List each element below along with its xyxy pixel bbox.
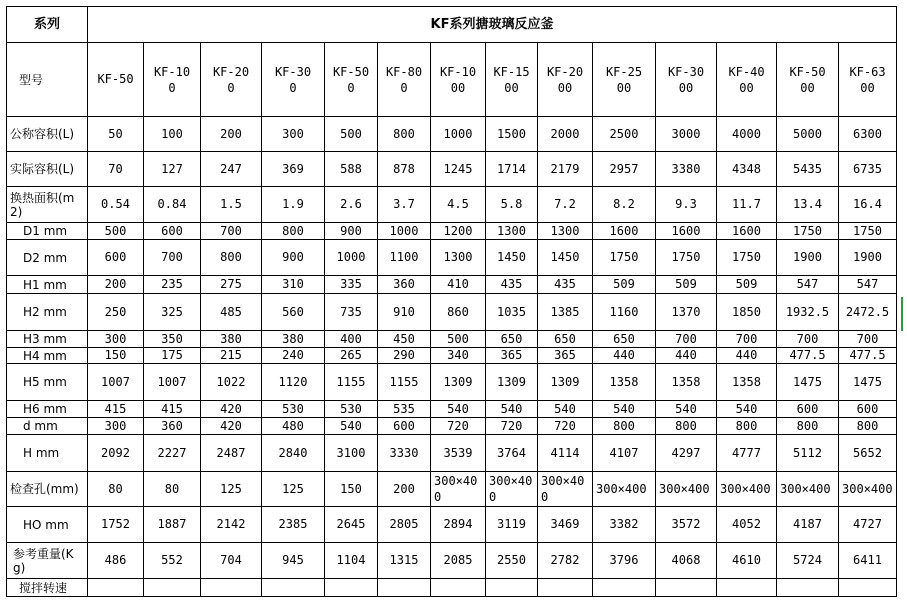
value-cell: 1309 bbox=[538, 364, 593, 401]
value-cell: 247 bbox=[201, 152, 262, 187]
value-cell: 878 bbox=[378, 152, 431, 187]
model-cell: KF-2500 bbox=[593, 43, 656, 117]
value-cell: 3764 bbox=[486, 435, 538, 472]
value-cell: 275 bbox=[201, 276, 262, 294]
value-cell: 547 bbox=[777, 276, 839, 294]
value-cell: 0.84 bbox=[144, 187, 201, 223]
table-row bbox=[7, 223, 897, 240]
value-cell: 540 bbox=[656, 401, 717, 418]
value-cell: 2142 bbox=[201, 507, 262, 543]
value-cell bbox=[88, 579, 144, 597]
value-cell: 440 bbox=[593, 348, 656, 364]
value-cell: 1900 bbox=[777, 240, 839, 276]
value-cell: 335 bbox=[325, 276, 378, 294]
table-row bbox=[7, 331, 897, 348]
value-cell: 250 bbox=[88, 294, 144, 331]
value-cell: 415 bbox=[88, 401, 144, 418]
value-cell: 600 bbox=[144, 223, 201, 240]
model-cell: KF-1000 bbox=[431, 43, 486, 117]
value-cell: 265 bbox=[325, 348, 378, 364]
value-cell: 4107 bbox=[593, 435, 656, 472]
value-cell: 80 bbox=[88, 472, 144, 507]
row-label: H mm bbox=[7, 435, 88, 472]
value-cell: 6300 bbox=[839, 117, 897, 152]
value-cell: 6735 bbox=[839, 152, 897, 187]
value-cell: 325 bbox=[144, 294, 201, 331]
value-cell: 1000 bbox=[325, 240, 378, 276]
value-cell: 4297 bbox=[656, 435, 717, 472]
value-cell: 1007 bbox=[88, 364, 144, 401]
value-cell: 435 bbox=[538, 276, 593, 294]
value-cell: 1750 bbox=[593, 240, 656, 276]
value-cell: 1887 bbox=[144, 507, 201, 543]
value-cell: 300×400 bbox=[777, 472, 839, 507]
value-cell: 900 bbox=[325, 223, 378, 240]
value-cell: 700 bbox=[144, 240, 201, 276]
value-cell: 2500 bbox=[593, 117, 656, 152]
value-cell: 1450 bbox=[486, 240, 538, 276]
model-cell: KF-5000 bbox=[777, 43, 839, 117]
value-cell: 1385 bbox=[538, 294, 593, 331]
model-cell: KF-50 bbox=[88, 43, 144, 117]
table-row bbox=[7, 152, 897, 187]
value-cell: 4068 bbox=[656, 543, 717, 579]
value-cell: 290 bbox=[378, 348, 431, 364]
value-cell: 4187 bbox=[777, 507, 839, 543]
value-cell: 2645 bbox=[325, 507, 378, 543]
value-cell: 600 bbox=[777, 401, 839, 418]
value-cell: 360 bbox=[378, 276, 431, 294]
value-cell: 540 bbox=[717, 401, 777, 418]
value-cell: 150 bbox=[325, 472, 378, 507]
value-cell: 2550 bbox=[486, 543, 538, 579]
value-cell bbox=[593, 579, 656, 597]
value-cell: 910 bbox=[378, 294, 431, 331]
value-cell: 540 bbox=[593, 401, 656, 418]
value-cell: 3796 bbox=[593, 543, 656, 579]
value-cell: 1358 bbox=[593, 364, 656, 401]
value-cell: 2805 bbox=[378, 507, 431, 543]
value-cell: 1104 bbox=[325, 543, 378, 579]
value-cell bbox=[717, 579, 777, 597]
value-cell: 380 bbox=[262, 331, 325, 348]
value-cell: 509 bbox=[656, 276, 717, 294]
value-cell: 1475 bbox=[777, 364, 839, 401]
value-cell: 3000 bbox=[656, 117, 717, 152]
value-cell: 415 bbox=[144, 401, 201, 418]
value-cell: 720 bbox=[486, 418, 538, 435]
value-cell: 509 bbox=[593, 276, 656, 294]
table-row bbox=[7, 472, 897, 507]
value-cell: 1500 bbox=[486, 117, 538, 152]
value-cell: 1750 bbox=[777, 223, 839, 240]
row-label: 实际容积(L) bbox=[7, 152, 88, 187]
table-row bbox=[7, 401, 897, 418]
value-cell: 350 bbox=[144, 331, 201, 348]
value-cell: 125 bbox=[201, 472, 262, 507]
value-cell: 700 bbox=[777, 331, 839, 348]
value-cell: 4000 bbox=[717, 117, 777, 152]
model-cell: KF-3000 bbox=[656, 43, 717, 117]
table-row bbox=[7, 418, 897, 435]
value-cell: 3119 bbox=[486, 507, 538, 543]
value-cell: 240 bbox=[262, 348, 325, 364]
value-cell: 2840 bbox=[262, 435, 325, 472]
row-label: HO mm bbox=[7, 507, 88, 543]
value-cell: 800 bbox=[378, 117, 431, 152]
value-cell: 1022 bbox=[201, 364, 262, 401]
model-cell: KF-4000 bbox=[717, 43, 777, 117]
value-cell: 300×400 bbox=[486, 472, 538, 507]
value-cell: 1.9 bbox=[262, 187, 325, 223]
value-cell: 800 bbox=[777, 418, 839, 435]
value-cell: 560 bbox=[262, 294, 325, 331]
value-cell: 300×400 bbox=[431, 472, 486, 507]
value-cell: 1309 bbox=[486, 364, 538, 401]
value-cell: 1315 bbox=[378, 543, 431, 579]
value-cell: 1100 bbox=[378, 240, 431, 276]
value-cell: 800 bbox=[656, 418, 717, 435]
table-row bbox=[7, 240, 897, 276]
value-cell: 340 bbox=[431, 348, 486, 364]
value-cell: 5000 bbox=[777, 117, 839, 152]
value-cell: 900 bbox=[262, 240, 325, 276]
value-cell bbox=[777, 579, 839, 597]
value-cell: 9.3 bbox=[656, 187, 717, 223]
row-label: H2 mm bbox=[7, 294, 88, 331]
value-cell: 300 bbox=[88, 418, 144, 435]
value-cell: 310 bbox=[262, 276, 325, 294]
value-cell: 7.2 bbox=[538, 187, 593, 223]
value-cell: 125 bbox=[262, 472, 325, 507]
value-cell: 8.2 bbox=[593, 187, 656, 223]
table-row bbox=[7, 364, 897, 401]
value-cell: 300×400 bbox=[717, 472, 777, 507]
value-cell: 1750 bbox=[717, 240, 777, 276]
value-cell: 600 bbox=[378, 418, 431, 435]
value-cell: 410 bbox=[431, 276, 486, 294]
value-cell: 435 bbox=[486, 276, 538, 294]
value-cell: 3572 bbox=[656, 507, 717, 543]
value-cell: 3469 bbox=[538, 507, 593, 543]
spec-table bbox=[6, 6, 897, 597]
value-cell: 0.54 bbox=[88, 187, 144, 223]
table-row bbox=[7, 276, 897, 294]
value-cell: 2092 bbox=[88, 435, 144, 472]
value-cell: 588 bbox=[325, 152, 378, 187]
value-cell: 2957 bbox=[593, 152, 656, 187]
value-cell: 480 bbox=[262, 418, 325, 435]
value-cell: 1000 bbox=[378, 223, 431, 240]
value-cell: 720 bbox=[431, 418, 486, 435]
value-cell: 735 bbox=[325, 294, 378, 331]
value-cell: 650 bbox=[486, 331, 538, 348]
value-cell: 215 bbox=[201, 348, 262, 364]
value-cell: 13.4 bbox=[777, 187, 839, 223]
value-cell: 650 bbox=[593, 331, 656, 348]
model-cell: KF-1500 bbox=[486, 43, 538, 117]
value-cell: 600 bbox=[88, 240, 144, 276]
value-cell: 80 bbox=[144, 472, 201, 507]
value-cell: 1.5 bbox=[201, 187, 262, 223]
value-cell: 300×400 bbox=[839, 472, 897, 507]
model-cell: KF-300 bbox=[262, 43, 325, 117]
value-cell: 1300 bbox=[538, 223, 593, 240]
value-cell: 540 bbox=[486, 401, 538, 418]
table-row bbox=[7, 507, 897, 543]
value-cell bbox=[656, 579, 717, 597]
value-cell: 2227 bbox=[144, 435, 201, 472]
row-label: D2 mm bbox=[7, 240, 88, 276]
value-cell: 477.5 bbox=[777, 348, 839, 364]
value-cell: 1750 bbox=[839, 223, 897, 240]
value-cell: 547 bbox=[839, 276, 897, 294]
value-cell: 800 bbox=[717, 418, 777, 435]
row-label: d mm bbox=[7, 418, 88, 435]
value-cell: 700 bbox=[656, 331, 717, 348]
value-cell: 1752 bbox=[88, 507, 144, 543]
value-cell: 477.5 bbox=[839, 348, 897, 364]
row-label: 搅拌转速 bbox=[7, 579, 88, 597]
value-cell: 1000 bbox=[431, 117, 486, 152]
row-label: H3 mm bbox=[7, 331, 88, 348]
row-label: D1 mm bbox=[7, 223, 88, 240]
value-cell: 1300 bbox=[486, 223, 538, 240]
value-cell: 1600 bbox=[593, 223, 656, 240]
value-cell: 540 bbox=[325, 418, 378, 435]
value-cell: 1200 bbox=[431, 223, 486, 240]
value-cell: 1370 bbox=[656, 294, 717, 331]
value-cell: 700 bbox=[717, 331, 777, 348]
value-cell: 1714 bbox=[486, 152, 538, 187]
value-cell: 800 bbox=[593, 418, 656, 435]
value-cell: 420 bbox=[201, 418, 262, 435]
value-cell: 1600 bbox=[717, 223, 777, 240]
value-cell: 300×400 bbox=[538, 472, 593, 507]
value-cell: 1300 bbox=[431, 240, 486, 276]
value-cell: 150 bbox=[88, 348, 144, 364]
value-cell: 500 bbox=[325, 117, 378, 152]
value-cell: 700 bbox=[839, 331, 897, 348]
value-cell: 5724 bbox=[777, 543, 839, 579]
data-rows bbox=[7, 117, 897, 597]
value-cell: 1750 bbox=[656, 240, 717, 276]
value-cell: 800 bbox=[262, 223, 325, 240]
model-cell: KF-500 bbox=[325, 43, 378, 117]
value-cell: 500 bbox=[431, 331, 486, 348]
value-cell: 2385 bbox=[262, 507, 325, 543]
value-cell: 1850 bbox=[717, 294, 777, 331]
value-cell: 600 bbox=[839, 401, 897, 418]
table-row bbox=[7, 543, 897, 579]
value-cell: 4052 bbox=[717, 507, 777, 543]
value-cell: 1120 bbox=[262, 364, 325, 401]
value-cell: 6411 bbox=[839, 543, 897, 579]
value-cell: 16.4 bbox=[839, 187, 897, 223]
value-cell: 360 bbox=[144, 418, 201, 435]
value-cell: 4348 bbox=[717, 152, 777, 187]
value-cell: 1900 bbox=[839, 240, 897, 276]
value-cell: 2085 bbox=[431, 543, 486, 579]
value-cell bbox=[378, 579, 431, 597]
value-cell: 535 bbox=[378, 401, 431, 418]
value-cell: 440 bbox=[656, 348, 717, 364]
row-label: 换热面积(m2) bbox=[7, 187, 88, 223]
value-cell: 2894 bbox=[431, 507, 486, 543]
value-cell: 1358 bbox=[717, 364, 777, 401]
value-cell: 300×400 bbox=[656, 472, 717, 507]
series-label: 系列 bbox=[7, 7, 88, 43]
value-cell: 4610 bbox=[717, 543, 777, 579]
value-cell: 365 bbox=[538, 348, 593, 364]
value-cell: 420 bbox=[201, 401, 262, 418]
value-cell: 3100 bbox=[325, 435, 378, 472]
value-cell bbox=[262, 579, 325, 597]
value-cell: 3382 bbox=[593, 507, 656, 543]
value-cell: 3.7 bbox=[378, 187, 431, 223]
value-cell: 720 bbox=[538, 418, 593, 435]
value-cell: 127 bbox=[144, 152, 201, 187]
value-cell bbox=[839, 579, 897, 597]
value-cell: 704 bbox=[201, 543, 262, 579]
value-cell: 1600 bbox=[656, 223, 717, 240]
value-cell: 400 bbox=[325, 331, 378, 348]
value-cell: 380 bbox=[201, 331, 262, 348]
value-cell bbox=[431, 579, 486, 597]
value-cell bbox=[325, 579, 378, 597]
value-cell: 300×400 bbox=[593, 472, 656, 507]
value-cell: 365 bbox=[486, 348, 538, 364]
value-cell: 1160 bbox=[593, 294, 656, 331]
value-cell: 450 bbox=[378, 331, 431, 348]
value-cell: 1932.5 bbox=[777, 294, 839, 331]
value-cell: 2782 bbox=[538, 543, 593, 579]
value-cell: 11.7 bbox=[717, 187, 777, 223]
value-cell: 1475 bbox=[839, 364, 897, 401]
value-cell: 1155 bbox=[325, 364, 378, 401]
value-cell: 1450 bbox=[538, 240, 593, 276]
value-cell: 235 bbox=[144, 276, 201, 294]
value-cell: 300 bbox=[88, 331, 144, 348]
value-cell: 369 bbox=[262, 152, 325, 187]
row-label: 公称容积(L) bbox=[7, 117, 88, 152]
value-cell: 5435 bbox=[777, 152, 839, 187]
row-label: H4 mm bbox=[7, 348, 88, 364]
value-cell: 1007 bbox=[144, 364, 201, 401]
table-row bbox=[7, 187, 897, 223]
value-cell: 540 bbox=[538, 401, 593, 418]
value-cell: 1358 bbox=[656, 364, 717, 401]
value-cell: 3330 bbox=[378, 435, 431, 472]
table-row bbox=[7, 117, 897, 152]
value-cell: 1155 bbox=[378, 364, 431, 401]
value-cell: 70 bbox=[88, 152, 144, 187]
value-cell: 509 bbox=[717, 276, 777, 294]
table-row bbox=[7, 435, 897, 472]
value-cell: 2179 bbox=[538, 152, 593, 187]
value-cell: 3380 bbox=[656, 152, 717, 187]
value-cell: 540 bbox=[431, 401, 486, 418]
table-row bbox=[7, 294, 897, 331]
table-row bbox=[7, 348, 897, 364]
value-cell: 650 bbox=[538, 331, 593, 348]
value-cell: 4727 bbox=[839, 507, 897, 543]
value-cell bbox=[144, 579, 201, 597]
value-cell: 486 bbox=[88, 543, 144, 579]
value-cell: 4.5 bbox=[431, 187, 486, 223]
value-cell: 5.8 bbox=[486, 187, 538, 223]
model-row bbox=[7, 43, 897, 117]
value-cell: 4777 bbox=[717, 435, 777, 472]
value-cell: 4114 bbox=[538, 435, 593, 472]
value-cell: 552 bbox=[144, 543, 201, 579]
value-cell: 2472.5 bbox=[839, 294, 897, 331]
value-cell: 500 bbox=[88, 223, 144, 240]
row-label: H1 mm bbox=[7, 276, 88, 294]
table-row bbox=[7, 579, 897, 597]
value-cell: 530 bbox=[325, 401, 378, 418]
table-title: KF系列搪玻璃反应釜 bbox=[88, 7, 897, 43]
value-cell: 5652 bbox=[839, 435, 897, 472]
value-cell: 1309 bbox=[431, 364, 486, 401]
model-cell: KF-100 bbox=[144, 43, 201, 117]
value-cell: 440 bbox=[717, 348, 777, 364]
model-cell: KF-6300 bbox=[839, 43, 897, 117]
value-cell: 100 bbox=[144, 117, 201, 152]
value-cell: 1245 bbox=[431, 152, 486, 187]
row-label: H6 mm bbox=[7, 401, 88, 418]
value-cell: 530 bbox=[262, 401, 325, 418]
value-cell: 3539 bbox=[431, 435, 486, 472]
model-label: 型号 bbox=[7, 43, 88, 117]
row-label: H5 mm bbox=[7, 364, 88, 401]
value-cell bbox=[201, 579, 262, 597]
value-cell: 5112 bbox=[777, 435, 839, 472]
row-label: 检查孔(mm) bbox=[7, 472, 88, 507]
value-cell: 800 bbox=[839, 418, 897, 435]
value-cell: 200 bbox=[378, 472, 431, 507]
model-cell: KF-2000 bbox=[538, 43, 593, 117]
value-cell: 200 bbox=[88, 276, 144, 294]
value-cell: 800 bbox=[201, 240, 262, 276]
cell-selection-marker bbox=[901, 297, 903, 331]
value-cell bbox=[486, 579, 538, 597]
model-cell: KF-800 bbox=[378, 43, 431, 117]
value-cell: 2.6 bbox=[325, 187, 378, 223]
value-cell: 50 bbox=[88, 117, 144, 152]
value-cell: 2487 bbox=[201, 435, 262, 472]
value-cell: 945 bbox=[262, 543, 325, 579]
value-cell: 700 bbox=[201, 223, 262, 240]
value-cell: 485 bbox=[201, 294, 262, 331]
value-cell: 300 bbox=[262, 117, 325, 152]
value-cell: 1035 bbox=[486, 294, 538, 331]
value-cell bbox=[538, 579, 593, 597]
model-cell: KF-200 bbox=[201, 43, 262, 117]
value-cell: 175 bbox=[144, 348, 201, 364]
value-cell: 860 bbox=[431, 294, 486, 331]
row-label: 参考重量(Kg) bbox=[7, 543, 88, 579]
value-cell: 2000 bbox=[538, 117, 593, 152]
table-header-row bbox=[7, 7, 897, 43]
value-cell: 200 bbox=[201, 117, 262, 152]
